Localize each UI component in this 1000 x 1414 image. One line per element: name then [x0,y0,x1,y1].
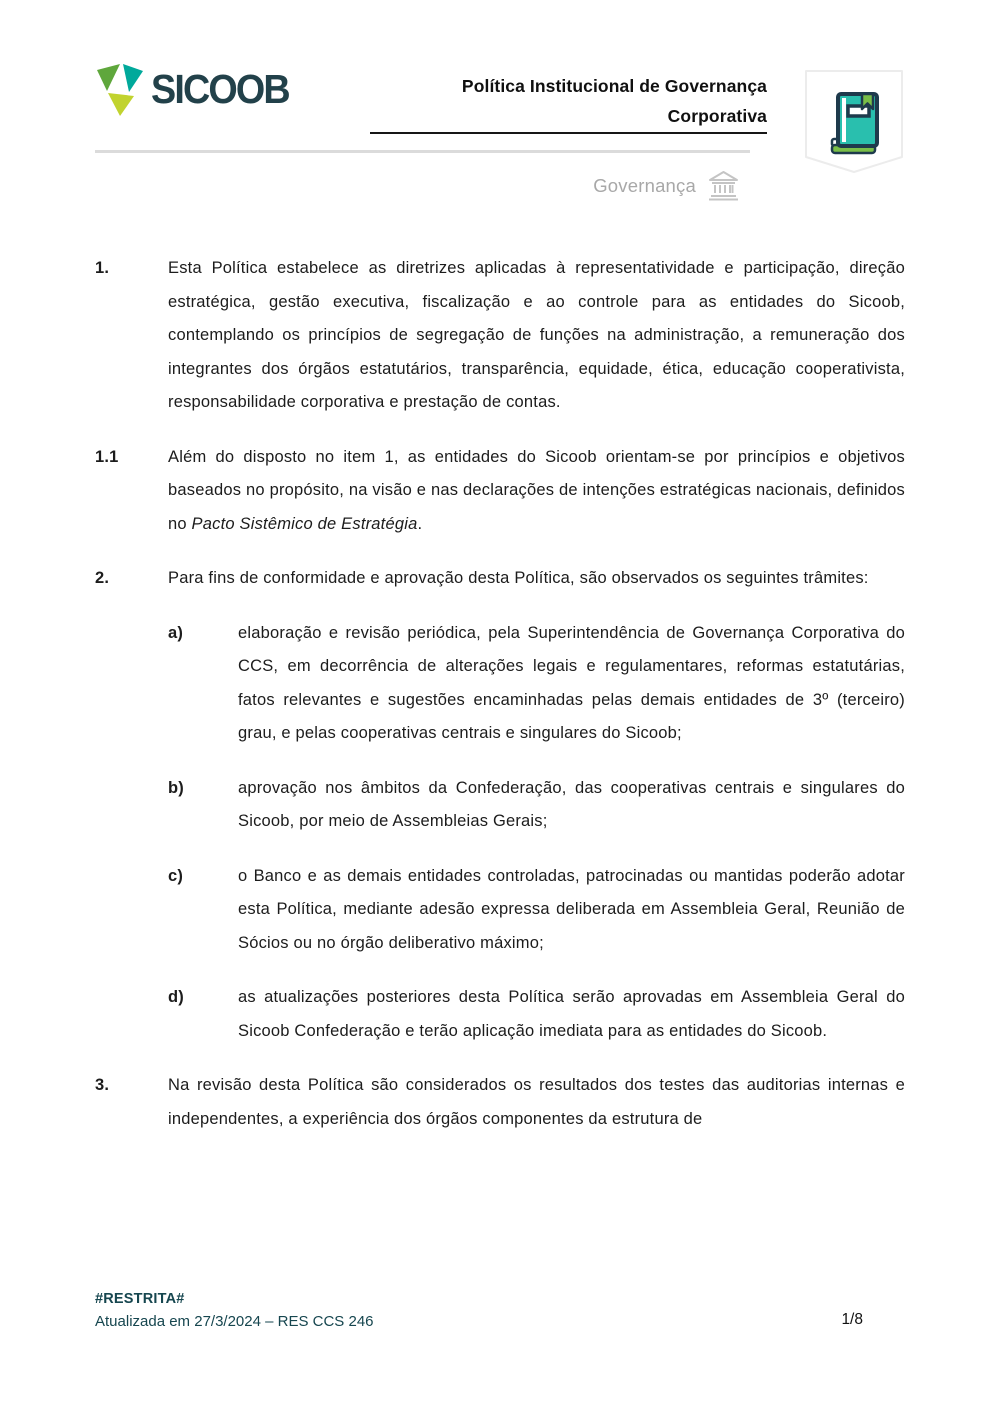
list-item-a [95,617,905,751]
paragraph-number: 1. [95,259,110,277]
page-number: 1/8 [841,1311,863,1328]
brand-wordmark: SICOOB [151,65,289,112]
paragraph-1 [95,252,905,420]
book-badge [805,70,903,173]
paragraph-text: Esta Política estabelece as diretrizes aplicadas à representatividade e participação, direção estratégica, gestão executiva, fiscalização e ao controle para as entidades do Sicoob, contemplando os princípios de segregação de funções na administração, a remuneração dos integrantes dos órgãos estatutários, transparência, equidade, ética, educação cooperativista, responsabilidade corporativa e prestação de contas. [168,259,905,411]
list-item-letter: b) [168,778,184,797]
list-item-letter: a) [168,623,184,642]
paragraph-text: Para fins de conformidade e aprovação desta Política, são observados os seguintes trâmites: [168,569,869,587]
paragraph-number: 1.1 [95,447,119,466]
document-body [95,252,905,1157]
paragraph-3 [95,1069,905,1136]
sicoob-v-mark-icon [95,62,145,116]
paragraph-text: Na revisão desta Política são considerados os resultados dos testes das auditorias internas e independentes, a experiência dos órgãos componentes da estrutura de [168,1076,905,1128]
paragraph-2 [95,562,905,596]
document-title [370,71,767,134]
list-item-b [95,772,905,839]
paragraph-text-lead: Além do disposto no item 1, as entidades do Sicoob orientam-se por princípios e objetivos baseados no propósito, na visão e nas declarações de intenções estratégicas nacionais, definidos no [168,447,905,533]
list-item-letter: c) [168,866,184,885]
list-item-text: as atualizações posteriores desta Política serão aprovadas em Assembleia Geral do Sicoob Confederação e terão aplicação imediata para as entidades do Sicoob. [238,988,905,1040]
category-row [340,170,740,201]
title-line-2: Corporativa [667,106,767,126]
sicoob-logo [95,62,301,116]
classification-label: #RESTRITA# [95,1291,185,1307]
list-item-text: elaboração e revisão periódica, pela Superintendência de Governança Corporativa do CCS, em decorrência de alterações legais e regulamentares, reformas estatutárias, fatos relevantes e sugestões encaminhadas pelas demais entidades de 3º (terceiro) grau, e pelas cooperativas centrais e singulares do Sicoob; [238,623,905,742]
title-line-1: Política Institucional de Governança [461,76,767,96]
list-item-d [95,981,905,1048]
paragraph-text [168,441,905,542]
list-item-c [95,860,905,961]
list-item-text: o Banco e as demais entidades controladas, patrocinadas ou mantidas poderão adotar esta Política, mediante adesão expressa deliberada em Assembleia Geral, Reunião de Sócios ou no órgão deliberativo máximo; [238,866,905,952]
book-icon [829,92,881,158]
paragraph-text-tail: . [417,514,423,533]
list-item-text: aprovação nos âmbitos da Confederação, das cooperativas centrais e singulares do Sicoob, por meio de Assembleias Gerais; [238,778,905,830]
header-divider [95,150,750,153]
category-label: Governança [593,174,696,196]
list-item-letter: d) [168,988,184,1006]
paragraph-number: 2. [95,569,110,587]
paragraph-number: 3. [95,1076,110,1094]
paragraph-text-italic: Pacto Sistêmico de Estratégia [191,514,418,533]
bank-icon [707,170,740,201]
paragraph-1-1 [95,441,905,542]
updated-label: Atualizada em 27/3/2024 – RES CCS 246 [95,1312,374,1330]
footer [95,1288,374,1333]
